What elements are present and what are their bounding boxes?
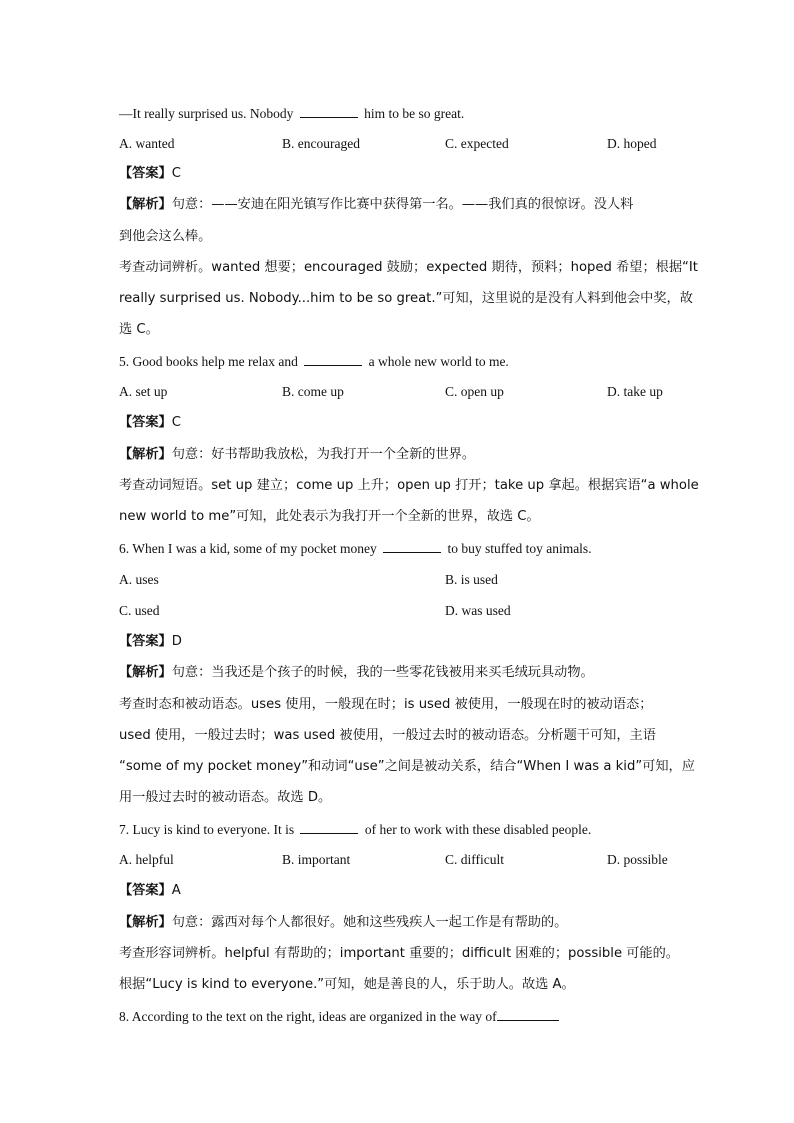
q5-analysis-line-2: 考查动词短语。set up 建立；come up 上升；open up 打开；take up 拿起。根据宾语“a whole — [119, 478, 699, 493]
answer-tag: 【答案】 — [119, 883, 172, 898]
analysis-tag: 【解析】 — [119, 447, 172, 462]
q6-analysis-text-1: 句意：当我还是个孩子的时候，我的一些零花钱被用来买毛绒玩具动物。 — [171, 665, 594, 680]
q6-analysis-line-4: “some of my pocket money”和动词“use”之间是被动关系，结合“When I was a kid”可知，应 — [119, 759, 695, 774]
q6-option-b: B. is used — [445, 572, 498, 587]
q6-stem-text-a: 6. When I was a kid, some of my pocket money — [119, 541, 381, 556]
analysis-tag: 【解析】 — [119, 665, 172, 680]
q5-analysis-text-1: 句意：好书帮助我放松，为我打开一个全新的世界。 — [171, 447, 476, 462]
q7-stem-text-a: 7. Lucy is kind to everyone. It is — [119, 822, 298, 837]
q4-analysis-line-2: 到他会这么棒。 — [119, 229, 212, 244]
q6-analysis-line-5: 用一般过去时的被动语态。故选 D。 — [119, 790, 332, 805]
q5-stem-text-b: a whole new world to me. — [365, 354, 509, 369]
q6-analysis-line-2: 考查时态和被动语态。uses 使用，一般现在时；is used 被使用，一般现在时的被动语态； — [119, 697, 653, 712]
q5-answer-blank — [304, 351, 362, 366]
q7-analysis-line-3: 根据“Lucy is kind to everyone.”可知，她是善良的人，乐于助人。故选 A。 — [119, 977, 575, 992]
q4-answer: C — [171, 166, 181, 181]
q6-answer-blank — [383, 538, 441, 553]
q5-analysis-line-3: new world to me”可知，此处表示为我打开一个全新的世界，故选 C。 — [119, 509, 540, 524]
q5-option-a: A. set up — [119, 384, 168, 399]
answer-tag: 【答案】 — [119, 415, 172, 430]
q4-option-b: B. encouraged — [282, 136, 360, 151]
q7-option-b: B. important — [282, 852, 351, 867]
q4-dialog-text-a: —It really surprised us. Nobody — [119, 106, 297, 121]
q5-stem — [119, 351, 679, 372]
q7-analysis-text-1: 句意：露西对每个人都很好。她和这些残疾人一起工作是有帮助的。 — [171, 915, 568, 930]
q7-analysis-line-1 — [119, 913, 679, 933]
q6-option-d: D. was used — [445, 603, 511, 618]
q6-answer: D — [171, 634, 182, 649]
q4-answer-blank — [300, 103, 358, 118]
analysis-tag: 【解析】 — [119, 197, 172, 212]
q8-stem — [119, 1006, 679, 1027]
q7-option-c: C. difficult — [445, 852, 504, 867]
q4-dialog-line — [119, 103, 679, 124]
q5-answer-line — [119, 413, 679, 433]
answer-tag: 【答案】 — [119, 634, 172, 649]
q6-option-a: A. uses — [119, 572, 159, 587]
q8-answer-blank — [497, 1006, 559, 1021]
q4-answer-line — [119, 164, 679, 184]
q7-stem — [119, 819, 679, 840]
q4-analysis-line-5: 选 C。 — [119, 322, 159, 337]
q5-analysis-line-1 — [119, 445, 679, 465]
q6-stem-text-b: to buy stuffed toy animals. — [444, 541, 592, 556]
analysis-tag: 【解析】 — [119, 915, 172, 930]
q7-analysis-line-2: 考查形容词辨析。helpful 有帮助的；important 重要的；difficult 困难的；possible 可能的。 — [119, 946, 679, 961]
q6-option-c: C. used — [119, 603, 160, 618]
q4-analysis-text-1: 句意：——安迪在阳光镇写作比赛中获得第一名。——我们真的很惊讶。没人料 — [171, 197, 634, 212]
q7-answer-line — [119, 881, 679, 901]
q5-answer: C — [171, 415, 181, 430]
q5-option-d: D. take up — [607, 384, 663, 399]
q7-option-d: D. possible — [607, 852, 668, 867]
q7-answer: A — [171, 883, 181, 898]
answer-tag: 【答案】 — [119, 166, 172, 181]
q4-option-d: D. hoped — [607, 136, 657, 151]
q6-analysis-line-3: used 使用，一般过去时；was used 被使用，一般过去时的被动语态。分析题干可知，主语 — [119, 728, 656, 743]
q4-option-a: A. wanted — [119, 136, 175, 151]
q5-option-c: C. open up — [445, 384, 504, 399]
q6-stem — [119, 538, 679, 559]
q5-option-b: B. come up — [282, 384, 344, 399]
q7-answer-blank — [300, 819, 358, 834]
q4-dialog-text-b: him to be so great. — [360, 106, 465, 121]
q6-answer-line — [119, 632, 679, 652]
q7-option-a: A. helpful — [119, 852, 174, 867]
q6-analysis-line-1 — [119, 663, 679, 683]
q7-stem-text-b: of her to work with these disabled people. — [361, 822, 592, 837]
q4-option-c: C. expected — [445, 136, 509, 151]
q8-stem-text-a: 8. According to the text on the right, ideas are organized in the way of — [119, 1009, 497, 1024]
q4-analysis-line-1 — [119, 195, 679, 215]
q5-stem-text-a: 5. Good books help me relax and — [119, 354, 302, 369]
q4-analysis-line-3: 考查动词辨析。wanted 想要；encouraged 鼓励；expected 期待，预料；hoped 希望；根据“It — [119, 260, 698, 275]
q4-analysis-line-4: really surprised us. Nobody...him to be so great.”可知，这里说的是没有人料到他会中奖，故 — [119, 291, 693, 306]
